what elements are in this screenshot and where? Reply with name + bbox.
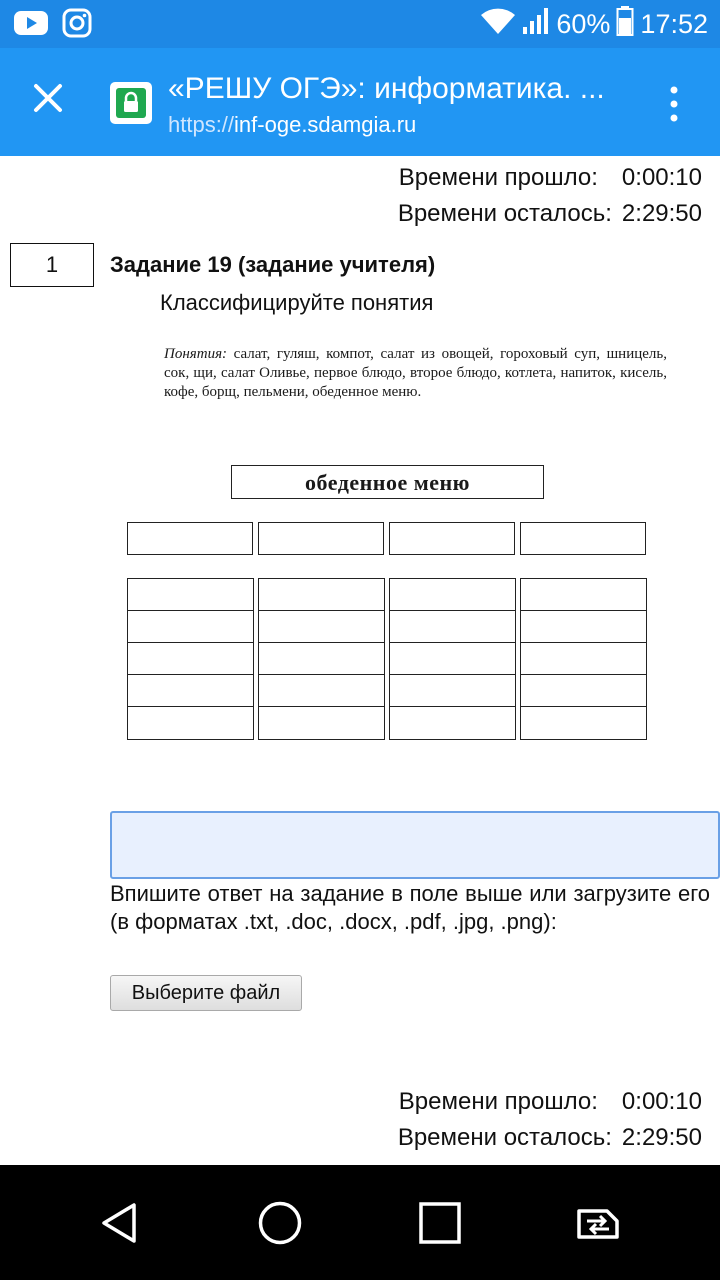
item-cell (128, 707, 253, 739)
item-cell (259, 643, 384, 675)
signal-icon (522, 7, 550, 42)
status-bar (0, 0, 720, 48)
navigation-bar (0, 1165, 720, 1280)
concepts-list: салат, гуляш, компот, салат из овощей, гороховый суп, шницель, сок, щи, салат Оливье, первое блюдо, второе блюдо, котлета, напиток, кисель, кофе, борщ, пельмени, обеденное меню. (164, 346, 667, 400)
root-category-box: обеденное меню (231, 465, 544, 499)
choose-file-button[interactable]: Выберите файл (110, 975, 302, 1011)
item-column (258, 578, 385, 740)
timer-elapsed-label: Времени прошло: (398, 1088, 598, 1115)
item-cell (521, 675, 646, 707)
item-cell (390, 579, 515, 611)
browser-toolbar (0, 48, 720, 156)
battery-icon (616, 6, 634, 43)
timer-remaining-label: Времени осталось: (397, 200, 612, 227)
item-cell (390, 675, 515, 707)
item-column (389, 578, 516, 740)
item-cell (128, 675, 253, 707)
item-cell (521, 643, 646, 675)
item-cell (390, 707, 515, 739)
task-instruction: Классифицируйте понятия (160, 290, 434, 315)
lock-icon[interactable] (110, 82, 152, 124)
task-image (120, 335, 680, 765)
youtube-icon (14, 10, 48, 41)
item-cell (128, 611, 253, 643)
url-scheme: https:// (168, 112, 235, 137)
instagram-icon (62, 8, 92, 43)
category-box (520, 522, 646, 555)
url-host: inf-oge.sdamgia.ru (234, 112, 417, 137)
back-icon[interactable] (70, 1165, 170, 1280)
answer-hint: Впишите ответ на задание в поле выше или загрузите его (в форматах .txt, .doc, .docx, .pdf, .jpg, .png): (110, 881, 710, 934)
item-cell (128, 579, 253, 611)
task-title: Задание 19 (задание учителя) (110, 252, 436, 277)
close-icon[interactable] (28, 78, 68, 118)
wifi-icon (480, 7, 516, 42)
item-cell (390, 643, 515, 675)
item-cell (390, 611, 515, 643)
item-cell (259, 675, 384, 707)
task-number[interactable]: 1 (10, 243, 94, 287)
battery-percent: 60% (556, 8, 611, 39)
item-cell (259, 707, 384, 739)
recent-apps-icon[interactable] (390, 1165, 490, 1280)
timer-elapsed-top (399, 164, 702, 192)
item-column (520, 578, 647, 740)
timer-elapsed-value: 0:00:10 (621, 164, 702, 191)
timer-remaining-top (398, 200, 702, 228)
timer-elapsed-value: 0:00:10 (621, 1088, 702, 1115)
item-cell (521, 579, 646, 611)
item-cell (521, 611, 646, 643)
more-menu-icon[interactable] (666, 84, 682, 124)
item-cell (259, 611, 384, 643)
category-box (258, 522, 384, 555)
category-box (127, 522, 253, 555)
page-title: «РЕШУ ОГЭ»: информатика. ... (168, 72, 605, 105)
url-address[interactable] (168, 112, 416, 138)
timer-remaining-label: Времени осталось: (397, 1124, 612, 1151)
timer-elapsed-bottom (399, 1088, 702, 1116)
concepts-label: Понятия: (164, 346, 228, 362)
timer-remaining-value: 2:29:50 (621, 1124, 702, 1151)
home-icon[interactable] (230, 1165, 330, 1280)
clock: 17:52 (640, 8, 708, 39)
concepts-text (164, 345, 667, 402)
item-cell (128, 643, 253, 675)
category-box (389, 522, 515, 555)
timer-remaining-bottom (398, 1124, 702, 1152)
timer-elapsed-label: Времени прошло: (398, 164, 598, 191)
item-cell (521, 707, 646, 739)
item-cell (259, 579, 384, 611)
answer-input[interactable] (110, 811, 720, 879)
timer-remaining-value: 2:29:50 (621, 200, 702, 227)
switch-sim-icon[interactable] (548, 1165, 648, 1280)
item-column (127, 578, 254, 740)
